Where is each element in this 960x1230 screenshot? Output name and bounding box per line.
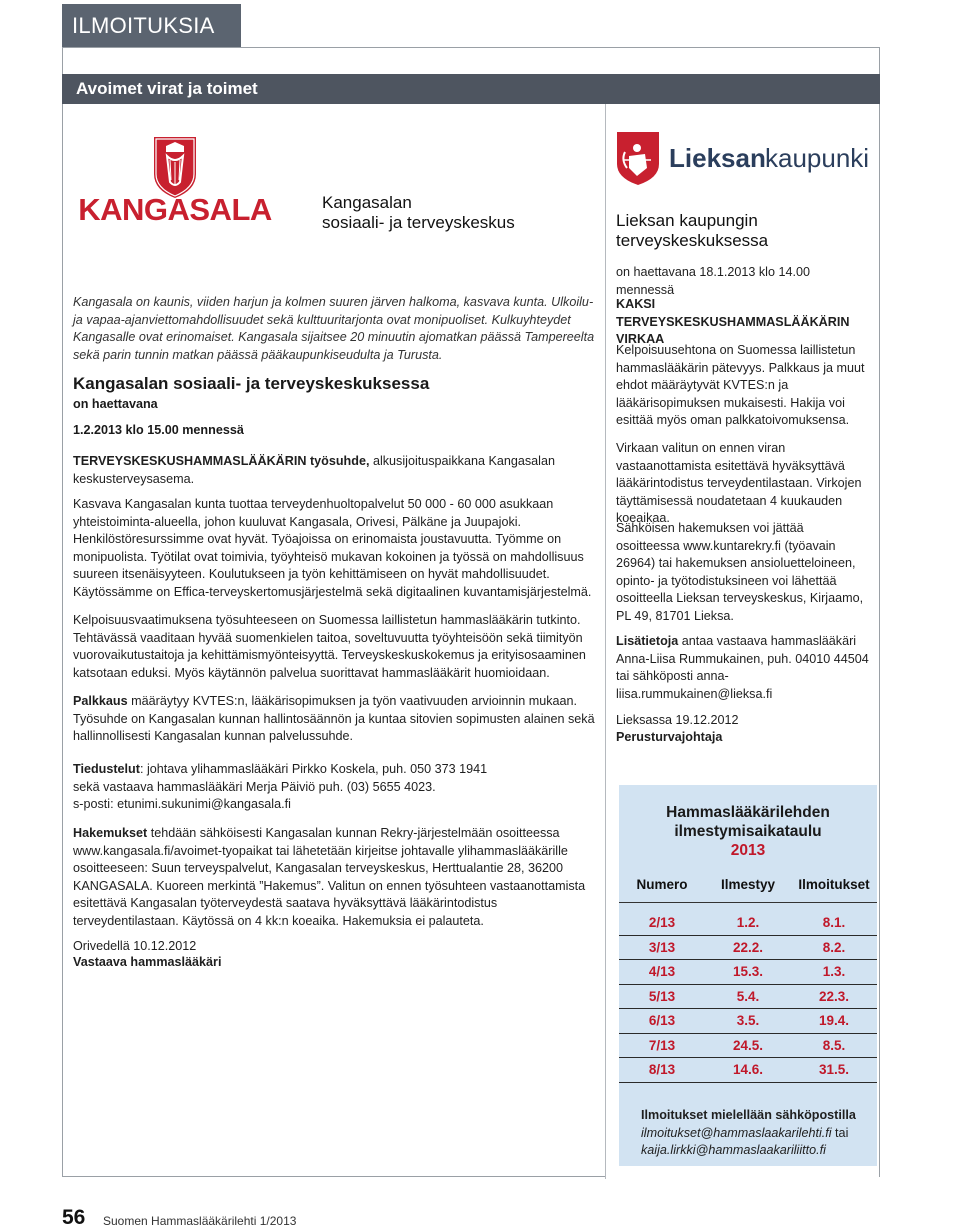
kangasala-sign-place: Orivedellä 10.12.2012 xyxy=(73,939,197,953)
lieksa-application-paragraph: Sähköisen hakemuksen voi jättää osoitteessa www.kuntarekry.fi (työavain 26964) tai hakemuksen ansioluetteloineen, opinto- ja työtodistuksineen voi lähettää osoitteella Lieksan terveyskeskus, Kirjaamo, PL 49, 81701 Lieksa. xyxy=(616,521,864,623)
kangasala-intro-location: Kangasala sijaitsee 20 minuutin ajomatkan päässä Tampereelta sekä parin tunnin matkan päässä pääkaupunkiseudulta ja Turusta. xyxy=(73,330,595,362)
lieksa-logo-word1: Lieksan xyxy=(669,143,766,173)
lieksa-sign: Perusturvajohtaja xyxy=(616,730,723,744)
kangasala-heading xyxy=(322,193,515,233)
cell-numero: 7/13 xyxy=(619,1033,705,1058)
table-row xyxy=(619,935,877,960)
salary-text: määräytyy KVTES:n, lääkärisopimuksen ja työn vaativuuden arvioinnin mukaan. Työsuhde on Kangasalan kunnan hallintosäännön ja kuntaa sitovien sopimusten alainen sekä hallinnollisesti Kangasalan kunnan palvelussuhde. xyxy=(73,694,595,743)
lieksa-deadline: on haettavana 18.1.2013 klo 14.00 mennessä xyxy=(616,265,810,297)
lieksa-info-paragraph xyxy=(616,633,870,703)
inquiries-contact1: : johtava ylihammaslääkäri Pirkko Koskela, puh. 050 373 1941 xyxy=(139,762,488,776)
cell-numero: 4/13 xyxy=(619,960,705,985)
email-link-2[interactable]: kaija.lirkki@hammaslaakariliitto.fi xyxy=(641,1143,826,1157)
kangasala-crest-logo xyxy=(70,134,280,234)
kangasala-requirements-paragraph: Kelpoisuusvaatimuksena työsuhteeseen on Suomessa laillistetun hammaslääkärin tutkinto. Tehtävässä vaaditaan hyvää suomenkielen taitoa, soveltuvuutta työyhteisöön sekä tiimityön vuorovaikutustaitoja ja kehittämismyönteisyyttä. Terveyskeskuskokemus ja erityisosaaminen katsotaan eduksi. Myös käytännön palvelua suorittavat hammaslääkärit huomioidaan. xyxy=(73,613,586,680)
kangasala-deadline: 1.2.2013 klo 15.00 mennessä xyxy=(73,423,244,437)
kangasala-intro xyxy=(73,294,595,364)
table-row xyxy=(619,903,877,936)
section-tab: ILMOITUKSIA xyxy=(62,4,241,47)
lieksa-crest-icon xyxy=(617,132,659,185)
lieksa-info-label: Lisätietoja xyxy=(616,634,679,648)
lieksa-logo xyxy=(615,130,875,186)
cell-ilmoitukset: 22.3. xyxy=(791,984,877,1009)
cell-ilmestyy: 3.5. xyxy=(705,1009,791,1034)
lieksa-heading-line1: Lieksan kaupungin xyxy=(616,211,758,230)
col-header-ilmestyy: Ilmestyy xyxy=(705,877,791,903)
cell-ilmoitukset: 8.2. xyxy=(791,935,877,960)
cell-numero: 8/13 xyxy=(619,1058,705,1083)
inquiries-contact2: sekä vastaava hammaslääkäri Merja Päiviö puh. (03) 5655 4023. xyxy=(73,779,436,794)
inquiries-email[interactable]: s-posti: etunimi.sukunimi@kangasala.fi xyxy=(73,797,291,811)
position-name: TERVEYSKESKUSHAMMASLÄÄKÄRIN työsuhde, xyxy=(73,454,370,468)
schedule-year: 2013 xyxy=(730,842,766,859)
cell-ilmoitukset: 31.5. xyxy=(791,1058,877,1083)
inquiries-line1 xyxy=(73,761,595,779)
kangasala-position-paragraph xyxy=(73,453,595,488)
kangasala-on-haettavana: on haettavana xyxy=(73,397,158,411)
schedule-title-line2: ilmestymisaikataulu xyxy=(674,823,822,840)
cell-ilmestyy: 14.6. xyxy=(705,1058,791,1083)
lieksa-qualifications-paragraph: Kelpoisuusehtona on Suomessa laillistetun hammaslääkärin pätevyys. Palkkaus ja muut ehdot määräytyvät KVTES:n ja lääkärisopimuksen mukaisesti. Hakija voi esittää myös oman palkkatoivomuksensa. xyxy=(616,343,865,427)
section-banner: Avoimet virat ja toimet xyxy=(62,74,880,104)
kangasala-crest-icon xyxy=(154,137,196,198)
kangasala-logo-wordmark: KANGASALA xyxy=(78,192,272,227)
cell-numero: 3/13 xyxy=(619,935,705,960)
column-separator xyxy=(605,104,606,1179)
applications-text: tehdään sähköisesti Kangasalan kunnan Rekry-järjestelmään osoitteessa www.kangasala.fi/avoimet-tyopaikat tai lähetetään kirjeitse johtavalle ylihammaslääkärille osoitteeseen: Suun terveyspalvelut, Kangasalan terveyskeskus, Herttualantie 28, 36200 KANGASALA. Kuoreen merkintä ”Hakemus”. Valitun on ennen työsuhteen vastaanottamista esitettävä Kangasalan työterveydestä saatava hyväksyttävä lääkärintodistus terveydentilastaan. Käytössä on 4 kk:n koeaika. Hakemuksia ei palauteta. xyxy=(73,826,586,928)
cell-numero: 2/13 xyxy=(619,903,705,936)
email-link-1[interactable]: ilmoitukset@hammaslaakarilehti.fi xyxy=(641,1125,832,1140)
lieksa-health-paragraph: Virkaan valitun on ennen viran vastaanottamista esitettävä hyväksyttävä lääkärintodistus terveydentilastaan. Virkojen täyttämisessä noudatetaan 4 kuukauden koeaikaa. xyxy=(616,441,862,525)
cell-ilmoitukset: 8.1. xyxy=(791,903,877,936)
cell-numero: 6/13 xyxy=(619,1009,705,1034)
lieksa-date: Lieksassa 19.12.2012 xyxy=(616,713,739,727)
position-location: alkusijoituspaikkana Kangasalan keskusterveysasema. xyxy=(73,454,555,486)
cell-ilmoitukset: 19.4. xyxy=(791,1009,877,1034)
lieksa-heading-line2: terveyskeskuksessa xyxy=(616,231,769,250)
applications-label: Hakemukset xyxy=(73,826,148,840)
publication-name: Suomen Hammaslääkärilehti 1/2013 xyxy=(103,1214,297,1228)
table-row xyxy=(619,1058,877,1083)
table-row xyxy=(619,1033,877,1058)
left-bottom-rule xyxy=(62,1176,605,1177)
salary-label: Palkkaus xyxy=(73,694,128,708)
section-divider xyxy=(62,47,880,48)
kangasala-heading-line1: Kangasalan xyxy=(322,193,412,212)
cell-ilmestyy: 5.4. xyxy=(705,984,791,1009)
cell-ilmoitukset: 8.5. xyxy=(791,1033,877,1058)
table-row xyxy=(619,984,877,1009)
cell-ilmestyy: 1.2. xyxy=(705,903,791,936)
col-header-numero: Numero xyxy=(619,877,705,903)
lieksa-info-text: antaa vastaava hammaslääkäri Anna-Liisa Rummukainen, puh. 04010 44504 tai sähköposti anna-liisa.rummukainen@lieksa.fi xyxy=(616,634,869,701)
schedule-table xyxy=(619,877,877,1083)
schedule-note xyxy=(641,1107,867,1160)
kangasala-heading-line2: sosiaali- ja terveyskeskus xyxy=(322,213,515,232)
lieksa-job-title: KAKSI TERVEYSKESKUSHAMMASLÄÄKÄRIN VIRKAA xyxy=(616,297,850,346)
cell-ilmestyy: 24.5. xyxy=(705,1033,791,1058)
schedule-title-line1: Hammaslääkärilehden xyxy=(666,804,830,821)
kangasala-salary-paragraph xyxy=(73,693,595,746)
kangasala-job-title: Kangasalan sosiaali- ja terveyskeskuksessa xyxy=(73,374,430,393)
schedule-note-emails xyxy=(641,1125,867,1143)
cell-numero: 5/13 xyxy=(619,984,705,1009)
schedule-header-row xyxy=(619,877,877,903)
lieksa-heading xyxy=(616,211,768,251)
email-or: tai xyxy=(831,1125,849,1140)
cell-ilmestyy: 15.3. xyxy=(705,960,791,985)
table-row xyxy=(619,960,877,985)
kangasala-sign-title: Vastaava hammaslääkäri xyxy=(73,955,222,969)
page-number: 56 xyxy=(62,1206,86,1229)
right-border xyxy=(879,47,880,1177)
inquiries-label: Tiedustelut xyxy=(73,762,140,776)
kangasala-inquiries-paragraph xyxy=(73,761,595,814)
cell-ilmestyy: 22.2. xyxy=(705,935,791,960)
publication-schedule-box xyxy=(619,785,877,1166)
col-header-ilmoitukset: Ilmoitukset xyxy=(791,877,877,903)
kangasala-applications-paragraph xyxy=(73,825,595,930)
lieksa-logo-word2: kaupunki xyxy=(765,143,870,173)
cell-ilmoitukset: 1.3. xyxy=(791,960,877,985)
schedule-title xyxy=(619,803,877,860)
schedule-note-heading: Ilmoitukset mielellään sähköpostilla xyxy=(641,1108,856,1122)
kangasala-description-paragraph: Kasvava Kangasalan kunta tuottaa terveydenhuoltopalvelut 50 000 - 60 000 asukkaan yhteistoiminta-alueella, johon kuuluvat Kangasala, Orivesi, Pälkäne ja Juupajoki. Henkilöstöresurssimme ovat hyvät. Työajoissa on erinomaista joustavuutta. Työmme on monipuolista. Työtilat ovat toimivia, työyhteisö mukavan kokoinen ja työssä on mahdollisuus suureen itsenäisyyteen. Koulutukseen ja työn kehittämiseen on hyvät mahdollisuudet. Käytössämme on Effica-terveyskertomusjärjestelmä sekä digitaalinen kuvantamisjärjestelmä. xyxy=(73,497,592,599)
kangasala-intro-italic: Kangasala on kaunis, viiden harjun ja kolmen suuren järven halkoma, kasvava kunta. Ulkoilu- ja vapaa-ajanviettomahdollisuudet sekä kulttuuritarjonta ovat monipuoliset. Kulkuyhteydet Kangasalle ovat erinomaiset. xyxy=(73,295,594,344)
table-row xyxy=(619,1009,877,1034)
left-border xyxy=(62,47,63,1177)
